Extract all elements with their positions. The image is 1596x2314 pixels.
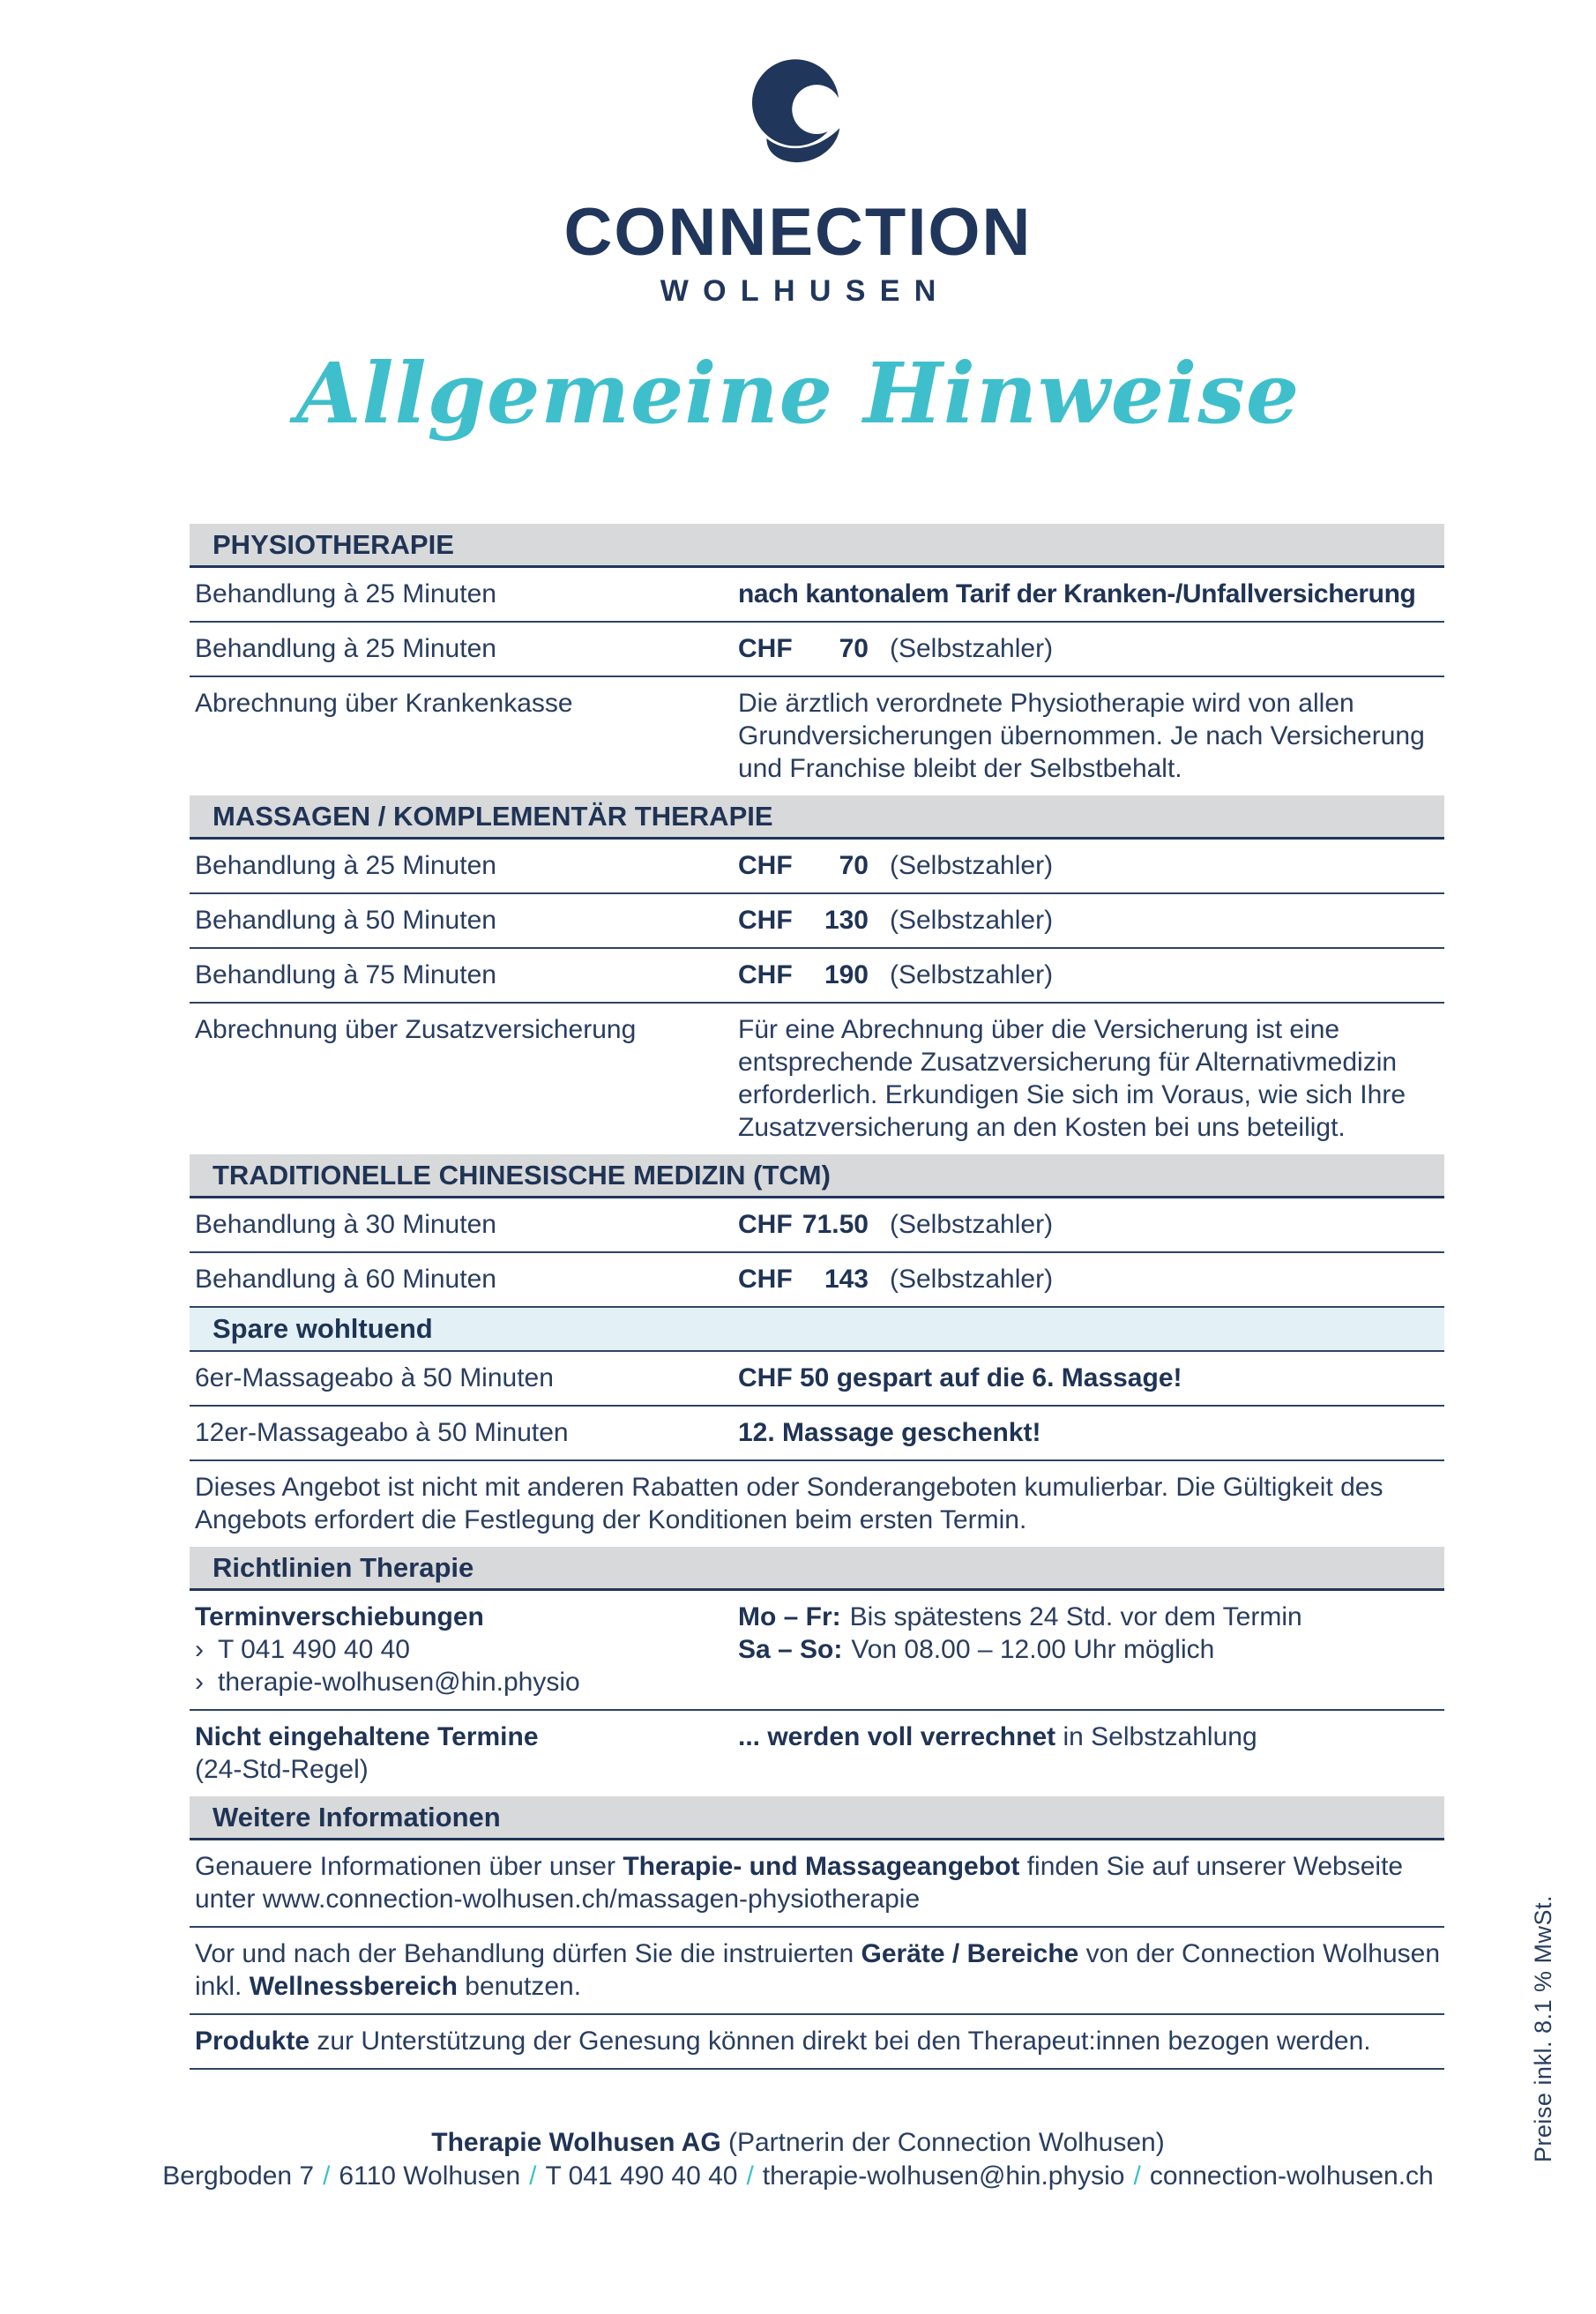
text-run-bold: Therapie- und Massageangebot [623, 1852, 1020, 1881]
row-label-group [190, 1601, 738, 1698]
row-label: Behandlung à 25 Minuten [195, 579, 496, 608]
weekday-hours [738, 1601, 1444, 1633]
vat-side-note: Preise inkl. 8.1 % MwSt. [1530, 1895, 1556, 2163]
text-run: benutzen. [457, 1972, 582, 2001]
row-label: Nicht eingehaltene Termine [195, 1722, 539, 1751]
weekday-label: Mo – Fr: [738, 1602, 841, 1631]
brand-name: CONNECTION [563, 195, 1033, 270]
section-header-massagen: MASSAGEN / KOMPLEMENTÄR THERAPIE [190, 795, 1444, 840]
table-row [190, 1198, 1444, 1253]
price-note: (Selbstzahler) [890, 1265, 1054, 1294]
weekday-text: Bis spätestens 24 Std. vor dem Termin [849, 1602, 1302, 1631]
separator-slash: / [746, 2161, 754, 2191]
price-amount: 130 [824, 906, 869, 935]
currency-label: CHF [738, 1210, 793, 1239]
footer-email: therapie-wolhusen@hin.physio [762, 2161, 1125, 2191]
row-price [738, 1263, 1444, 1295]
table-row [190, 1253, 1444, 1308]
price-amount: 190 [824, 960, 869, 989]
chevron-right-icon: › [195, 1635, 204, 1664]
info-table [190, 524, 1444, 2070]
footer-phone: T 041 490 40 40 [545, 2161, 738, 2191]
row-label: 12er-Massageabo à 50 Minuten [195, 1418, 569, 1447]
section-physiotherapie [190, 524, 1444, 795]
price-note: (Selbstzahler) [890, 851, 1054, 880]
row-label: Behandlung à 75 Minuten [195, 960, 496, 989]
table-row [190, 894, 1444, 949]
chevron-right-icon: › [195, 1668, 204, 1697]
row-sublabel: (24-Std-Regel) [195, 1755, 369, 1784]
row-price [738, 959, 1444, 991]
currency-label: CHF [738, 634, 793, 663]
footer-contact-line [0, 2160, 1596, 2193]
table-row [190, 568, 1444, 623]
row-value: 12. Massage geschenkt! [738, 1418, 1041, 1447]
section-weitere-informationen [190, 1796, 1444, 2070]
footer-address: Bergboden 7 [162, 2161, 315, 2191]
currency-label: CHF [738, 1265, 793, 1294]
info-paragraph-webseite [190, 1840, 1444, 1928]
section-header-physiotherapie: PHYSIOTHERAPIE [190, 524, 1444, 568]
table-row [190, 623, 1444, 677]
footer-city: 6110 Wolhusen [339, 2161, 521, 2191]
separator-slash: / [529, 2161, 537, 2191]
separator-slash: / [323, 2161, 331, 2191]
masthead [0, 56, 1596, 443]
table-row [190, 1591, 1444, 1711]
price-amount: 70 [839, 851, 869, 880]
price-amount: 71.50 [802, 1210, 869, 1239]
row-label: Terminverschiebungen [195, 1602, 484, 1631]
row-text: Die ärztlich verordnete Physiotherapie wird von allen Grundversicherungen übernommen. Je nach Versicherung und Franchise bleibt der Selbstbehalt. [738, 689, 1425, 783]
text-run: zur Unterstützung der Genesung können direkt bei den Therapeut:innen bezogen werden. [310, 2027, 1371, 2056]
text-run: finden Sie auf unserer Webseite unter www.connection-wolhusen.ch/massagen-physiotherapie [195, 1852, 1404, 1914]
row-label: Behandlung à 30 Minuten [195, 1210, 496, 1239]
section-header-tcm: TRADITIONELLE CHINESISCHE MEDIZIN (TCM) [190, 1154, 1444, 1198]
row-label: Behandlung à 50 Minuten [195, 906, 496, 935]
row-label: Behandlung à 60 Minuten [195, 1265, 496, 1294]
row-label: Abrechnung über Zusatzversicherung [195, 1015, 637, 1044]
subsection-header-spare-wohltuend: Spare wohltuend [190, 1308, 1444, 1352]
company-name: Therapie Wolhusen AG [431, 2128, 721, 2157]
row-price [738, 849, 1444, 882]
flyer-page [0, 56, 1596, 2314]
email-line [195, 1666, 738, 1698]
text-run-bold: Produkte [195, 2027, 310, 2056]
section-massagen [190, 795, 1444, 1154]
row-price [738, 904, 1444, 937]
section-tcm [190, 1154, 1444, 1547]
separator-slash: / [1133, 2161, 1141, 2191]
footer-website: connection-wolhusen.ch [1149, 2161, 1434, 2191]
row-price [738, 1208, 1444, 1241]
table-row [190, 949, 1444, 1004]
row-label: 6er-Massageabo à 50 Minuten [195, 1363, 554, 1392]
row-price [738, 632, 1444, 665]
footer [0, 2126, 1596, 2193]
footer-company-line [0, 2126, 1596, 2160]
table-row [190, 677, 1444, 795]
section-richtlinien [190, 1547, 1444, 1796]
weekend-hours [738, 1633, 1444, 1666]
text-run: Genauere Informationen über unser [195, 1852, 623, 1881]
text-run: von der Connection Wolhusen inkl. [195, 1939, 1441, 2001]
offer-note: Dieses Angebot ist nicht mit anderen Rabatten oder Sonderangeboten kumulierbar. Die Gültigkeit des Angebots erfordert die Festlegung der Konditionen beim ersten Termin. [195, 1473, 1383, 1534]
connection-c-icon [751, 56, 845, 168]
table-row [190, 1352, 1444, 1407]
price-amount: 70 [839, 634, 869, 663]
row-label: Behandlung à 25 Minuten [195, 851, 496, 880]
row-value-group [738, 1601, 1444, 1698]
price-amount: 143 [824, 1265, 869, 1294]
brand-city: WOLHUSEN [660, 274, 951, 308]
company-suffix: (Partnerin der Connection Wolhusen) [720, 2128, 1165, 2157]
weekend-text: Von 08.00 – 12.00 Uhr möglich [851, 1635, 1215, 1664]
row-value [738, 1721, 1444, 1786]
table-row [190, 1004, 1444, 1154]
row-text: Für eine Abrechnung über die Versicherung ist eine entsprechende Zusatzversicherung für Alternativmedizin erforderlich. Erkundigen Sie sich im Voraus, wie sich Ihre Zusatzversicherung an den Kosten bei uns beteiligt. [738, 1015, 1406, 1142]
section-header-weitere: Weitere Informationen [190, 1796, 1444, 1840]
text-run-bold: Wellnessbereich [249, 1972, 458, 2001]
price-note: (Selbstzahler) [890, 906, 1054, 935]
price-note: (Selbstzahler) [890, 634, 1054, 663]
info-paragraph-geraete [190, 1928, 1444, 2015]
page-title: Allgemeine Hinweise [295, 345, 1301, 443]
text-run: Vor und nach der Behandlung dürfen Sie die instruierten [195, 1939, 861, 1968]
table-row [190, 840, 1444, 894]
currency-label: CHF [738, 906, 793, 935]
price-note: (Selbstzahler) [890, 960, 1054, 989]
price-note: (Selbstzahler) [890, 1210, 1054, 1239]
penalty-bold: ... werden voll verrechnet [738, 1722, 1056, 1751]
connection-logo [0, 56, 1596, 168]
currency-label: CHF [738, 960, 793, 989]
phone-line [195, 1633, 738, 1666]
table-row [190, 1407, 1444, 1461]
row-label: Abrechnung über Krankenkasse [195, 689, 573, 718]
currency-label: CHF [738, 851, 793, 880]
phone-number: T 041 490 40 40 [218, 1635, 410, 1664]
row-value: CHF 50 gespart auf die 6. Massage! [738, 1363, 1182, 1392]
info-paragraph-produkte [190, 2015, 1444, 2070]
text-run-bold: Geräte / Bereiche [861, 1939, 1079, 1968]
row-value: nach kantonalem Tarif der Kranken-/Unfallversicherung [738, 579, 1416, 608]
row-label: Behandlung à 25 Minuten [195, 634, 496, 663]
email-address: therapie-wolhusen@hin.physio [218, 1668, 580, 1697]
row-label-group [190, 1721, 738, 1786]
penalty-rest: in Selbstzahlung [1055, 1722, 1257, 1751]
table-row [190, 1711, 1444, 1796]
weekend-label: Sa – So: [738, 1635, 843, 1664]
section-header-richtlinien: Richtlinien Therapie [190, 1547, 1444, 1591]
